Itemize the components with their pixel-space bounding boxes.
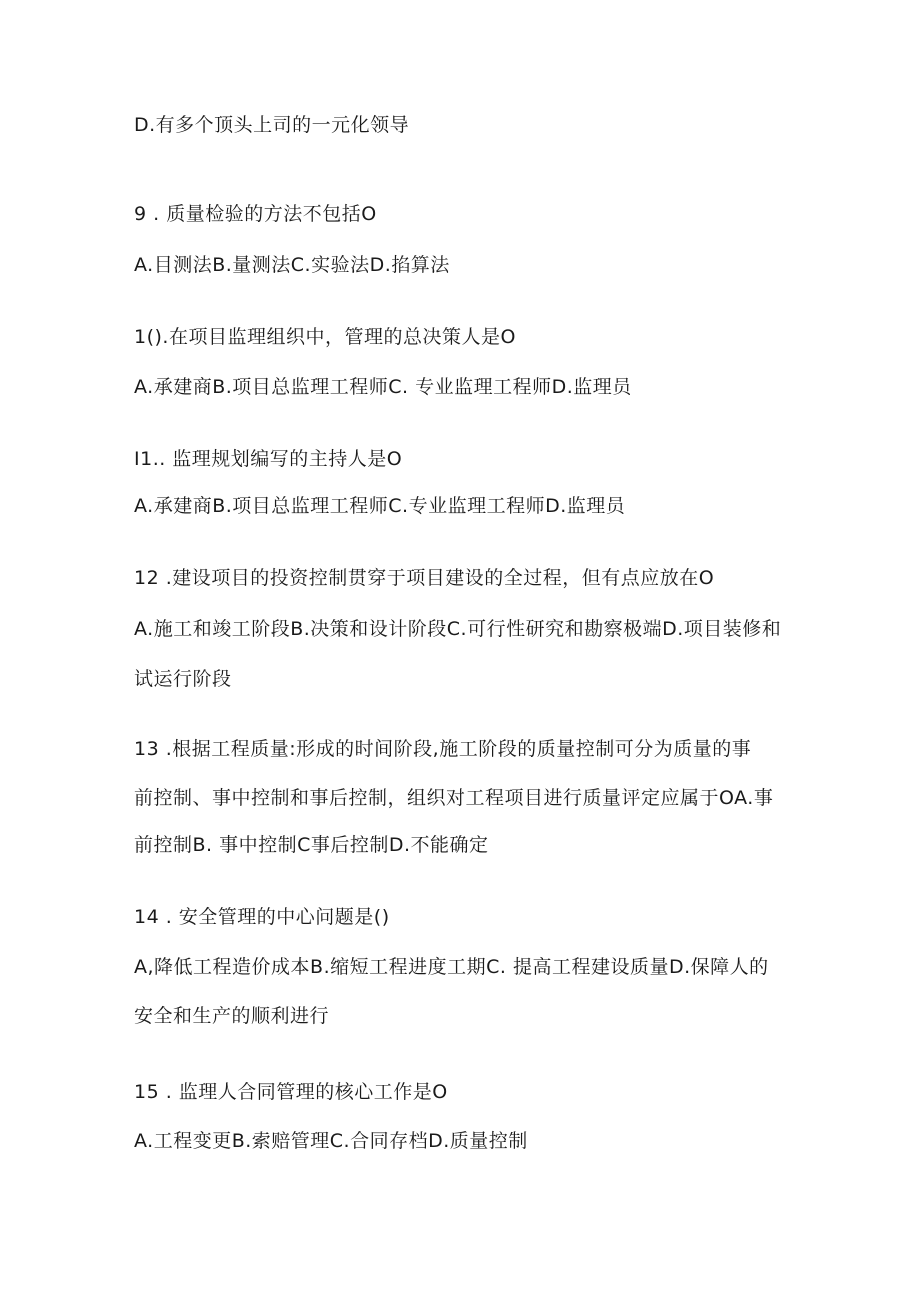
options-q14-line-2: 安全和生产的顺利进行 <box>134 1005 330 1027</box>
options-q9: A.目测法B.量测法C.实验法D.掐算法 <box>134 254 450 276</box>
options-q14-line-1: A,降低工程造价成本B.缩短工程进度工期C. 提高工程建设质量D.保障人的 <box>134 956 769 978</box>
question-15: 15 . 监理人合同管理的核心工作是O <box>134 1081 448 1103</box>
question-13-line-2: 前控制、事中控制和事后控制，组织对工程项目进行质量评定应属于OA.事 <box>134 787 774 809</box>
options-q10: A.承建商B.项目总监理工程师C. 专业监理工程师D.监理员 <box>134 376 632 398</box>
options-q13: 前控制B. 事中控制C事后控制D.不能确定 <box>134 834 489 856</box>
option-line-q8-d: D.有多个顶头上司的一元化领导 <box>134 114 410 136</box>
question-14: 14 . 安全管理的中心问题是() <box>134 906 390 928</box>
options-q15: A.工程变更B.索赔管理C.合同存档D.质量控制 <box>134 1130 528 1152</box>
options-q11: A.承建商B.项目总监理工程师C.专业监理工程师D.监理员 <box>134 495 626 517</box>
options-q12-line-1: A.施工和竣工阶段B.决策和设计阶段C.可行性研究和勘察极端D.项目装修和 <box>134 618 782 640</box>
question-10: 1().在项目监理组织中，管理的总决策人是O <box>134 326 516 348</box>
question-12: 12 .建设项目的投资控制贯穿于项目建设的全过程，但有点应放在O <box>134 567 715 589</box>
options-q12-line-2: 试运行阶段 <box>134 668 232 690</box>
question-11: I1.. 监理规划编写的主持人是O <box>134 448 403 470</box>
question-13-line-1: 13 .根据工程质量:形成的时间阶段,施工阶段的质量控制可分为质量的事 <box>134 738 752 760</box>
question-9: 9 . 质量检验的方法不包括O <box>134 203 377 225</box>
